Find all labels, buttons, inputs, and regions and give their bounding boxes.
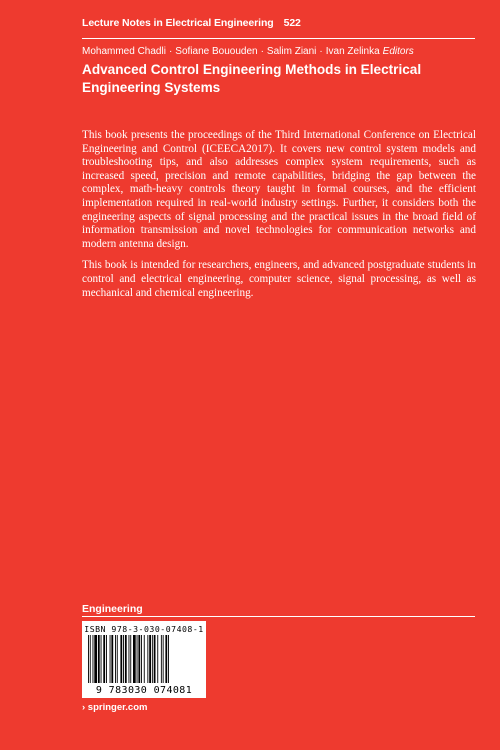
subject-category: Engineering <box>82 603 143 615</box>
isbn-barcode <box>82 621 206 698</box>
barcode-bar <box>103 635 105 683</box>
bottom-divider <box>82 616 475 617</box>
barcode-bar <box>110 635 111 683</box>
barcode-bar <box>130 635 131 683</box>
barcode-bar <box>138 635 140 683</box>
barcode-bar <box>94 635 97 683</box>
barcode-bar <box>141 635 142 683</box>
description-paragraph: This book presents the proceedings of the Third International Conference on Electrical Engineering and Control (ICEECA2017). It covers new control system models and troubleshooting tips, and also addresses complex system requirements, such as increased speed, precision and remote capabilities, bridging the gap between the complex, math-heavy controls theory taught in formal courses, and the efficient implementation required in real-world industry settings. Further, it considers both the engineering aspects of signal processing and the practical issues in the broad field of information transmission and novel technologies for communication networks and modern antenna design. <box>82 129 476 250</box>
barcode-bar <box>93 635 94 683</box>
barcode-bar <box>163 635 164 683</box>
editor-separator: · <box>319 46 323 57</box>
barcode-bar <box>115 635 116 683</box>
barcode-bar <box>161 635 162 683</box>
series-volume: 522 <box>283 17 301 29</box>
editors-line <box>82 46 414 57</box>
barcode-bar <box>168 635 169 683</box>
editor-separator: · <box>260 46 264 57</box>
book-description <box>82 129 476 308</box>
barcode-bar <box>106 635 107 683</box>
barcode-bar <box>88 635 89 683</box>
barcode-bar <box>133 635 136 683</box>
barcode-bar <box>157 635 158 683</box>
editor-separator: · <box>168 46 173 57</box>
barcode-bar <box>144 635 145 683</box>
ean-digits: 9 783030 074081 <box>95 685 193 696</box>
barcode-bar <box>123 635 124 683</box>
editor-name: Ivan Zelinka <box>325 46 380 57</box>
barcode-bar <box>111 635 113 683</box>
barcode-bar <box>98 635 100 683</box>
series-heading <box>82 17 301 29</box>
barcode-bar <box>120 635 122 683</box>
publisher-link[interactable]: › springer.com <box>82 702 148 713</box>
barcode-bar <box>101 635 102 683</box>
book-title: Advanced Control Engineering Methods in Electrical Engineering Systems <box>82 62 422 95</box>
barcode-bar <box>152 635 153 683</box>
barcode-bar <box>129 635 130 683</box>
barcode-bar <box>165 635 167 683</box>
barcode-bar <box>137 635 138 683</box>
barcode-bar <box>125 635 127 683</box>
barcode-bar <box>90 635 91 683</box>
barcode-bar <box>149 635 151 683</box>
barcode-bars <box>86 635 202 683</box>
description-paragraph: This book is intended for researchers, engineers, and advanced postgraduate students in control and electrical engineering, computer science, signal processing, as well as mechanical and chemical engineering. <box>82 259 476 299</box>
isbn-text: ISBN 978-3-030-07408-1 <box>84 624 204 634</box>
series-name: Lecture Notes in Electrical Engineering <box>82 17 274 29</box>
barcode-bar <box>147 635 148 683</box>
editor-name: Mohammed Chadli <box>82 46 166 57</box>
barcode-bar <box>117 635 118 683</box>
editor-name: Sofiane Bououden <box>175 46 258 57</box>
editor-name: Salim Ziani <box>266 46 317 57</box>
editors-role: Editors <box>382 46 414 57</box>
barcode-bar <box>154 635 156 683</box>
top-divider <box>82 38 475 39</box>
